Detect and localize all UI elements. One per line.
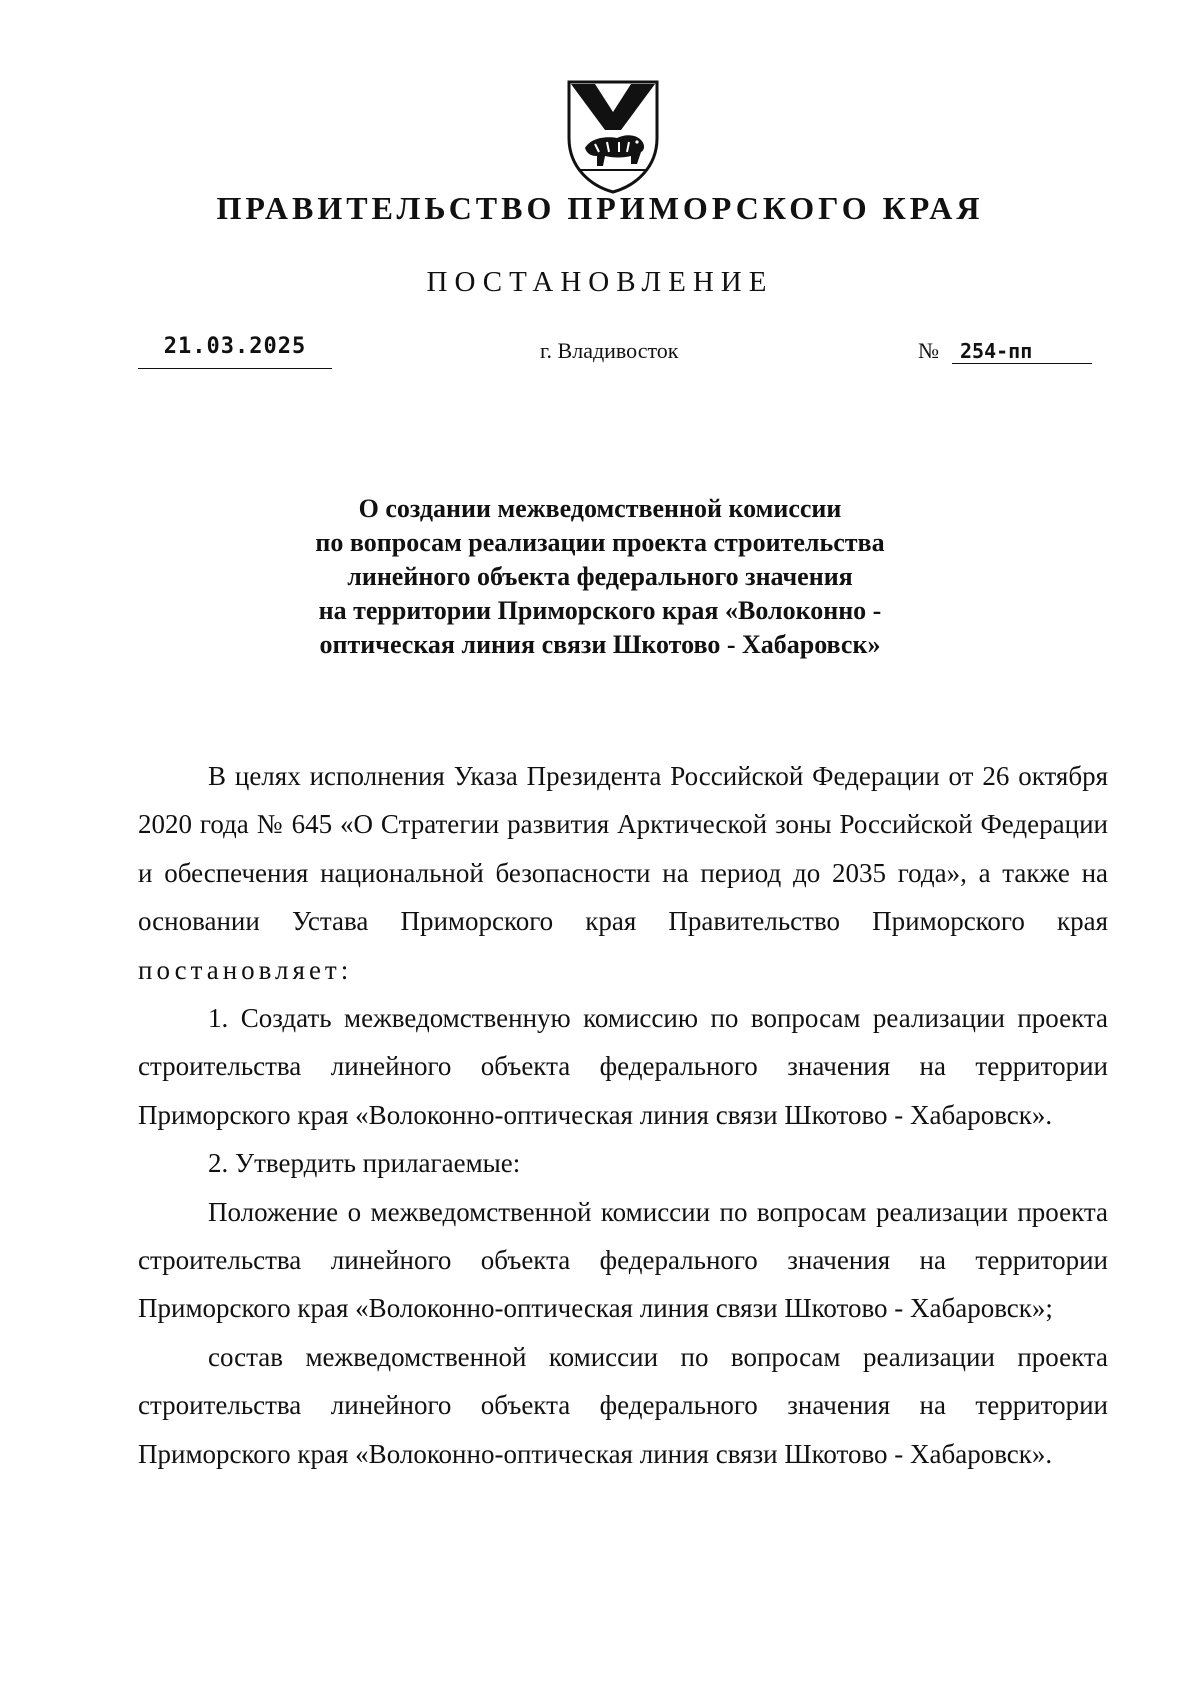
item-2-composition-paragraph: состав межведомственной комиссии по вопросам реализации проекта строительства линейного объекта федерального значения на территории Приморского края «Волоконно-оптическая линия связи Шкотово - Хабаровск». (138, 1341, 1108, 1469)
document-body (138, 752, 1108, 1478)
preamble-text: В целях исполнения Указа Президента Российской Федерации от 26 октября 2020 года № 645 «О Стратегии развития Арктической зоны Российской Федерации и обеспечения национальной безопасности на период до 2035 года», а также на основании Устава Приморского края Правительство Приморского края (138, 761, 1108, 937)
number-value: 254-пп (952, 339, 1092, 364)
document-heading (200, 492, 1000, 662)
document-city: г. Владивосток (540, 338, 679, 363)
preamble-verb: постановляет: (138, 954, 353, 985)
item-2-paragraph: 2. Утвердить прилагаемые: (208, 1148, 521, 1179)
heading-line: на территории Приморского края «Волоконно - (318, 596, 882, 625)
preamble-paragraph (138, 752, 1108, 994)
heading-line: оптическая линия связи Шкотово - Хабаровск» (319, 630, 881, 659)
heading-line: по вопросам реализации проекта строительства (315, 528, 885, 557)
document-type: ПОСТАНОВЛЕНИЕ (426, 266, 774, 298)
government-title: ПРАВИТЕЛЬСТВО ПРИМОРСКОГО КРАЯ (216, 190, 984, 226)
number-prefix: № (918, 338, 939, 363)
document-number (918, 338, 1094, 371)
heading-line: линейного объекта федерального значения (347, 562, 853, 591)
heading-line: О создании межведомственной комиссии (358, 494, 842, 523)
item-1-paragraph: 1. Создать межведомственную комиссию по вопросам реализации проекта строительства линейного объекта федерального значения на территории Приморского края «Волоконно-оптическая линия связи Шкотово - Хабаровск». (138, 1003, 1108, 1130)
document-date: 21.03.2025 (138, 334, 332, 369)
primorsky-coat-of-arms-icon (565, 78, 661, 196)
item-2-position-paragraph: Положение о межведомственной комиссии по вопросам реализации проекта строительства линейного объекта федерального значения на территории Приморского края «Волоконно-оптическая линия связи Шкотово - Хабаровск»; (138, 1196, 1108, 1324)
